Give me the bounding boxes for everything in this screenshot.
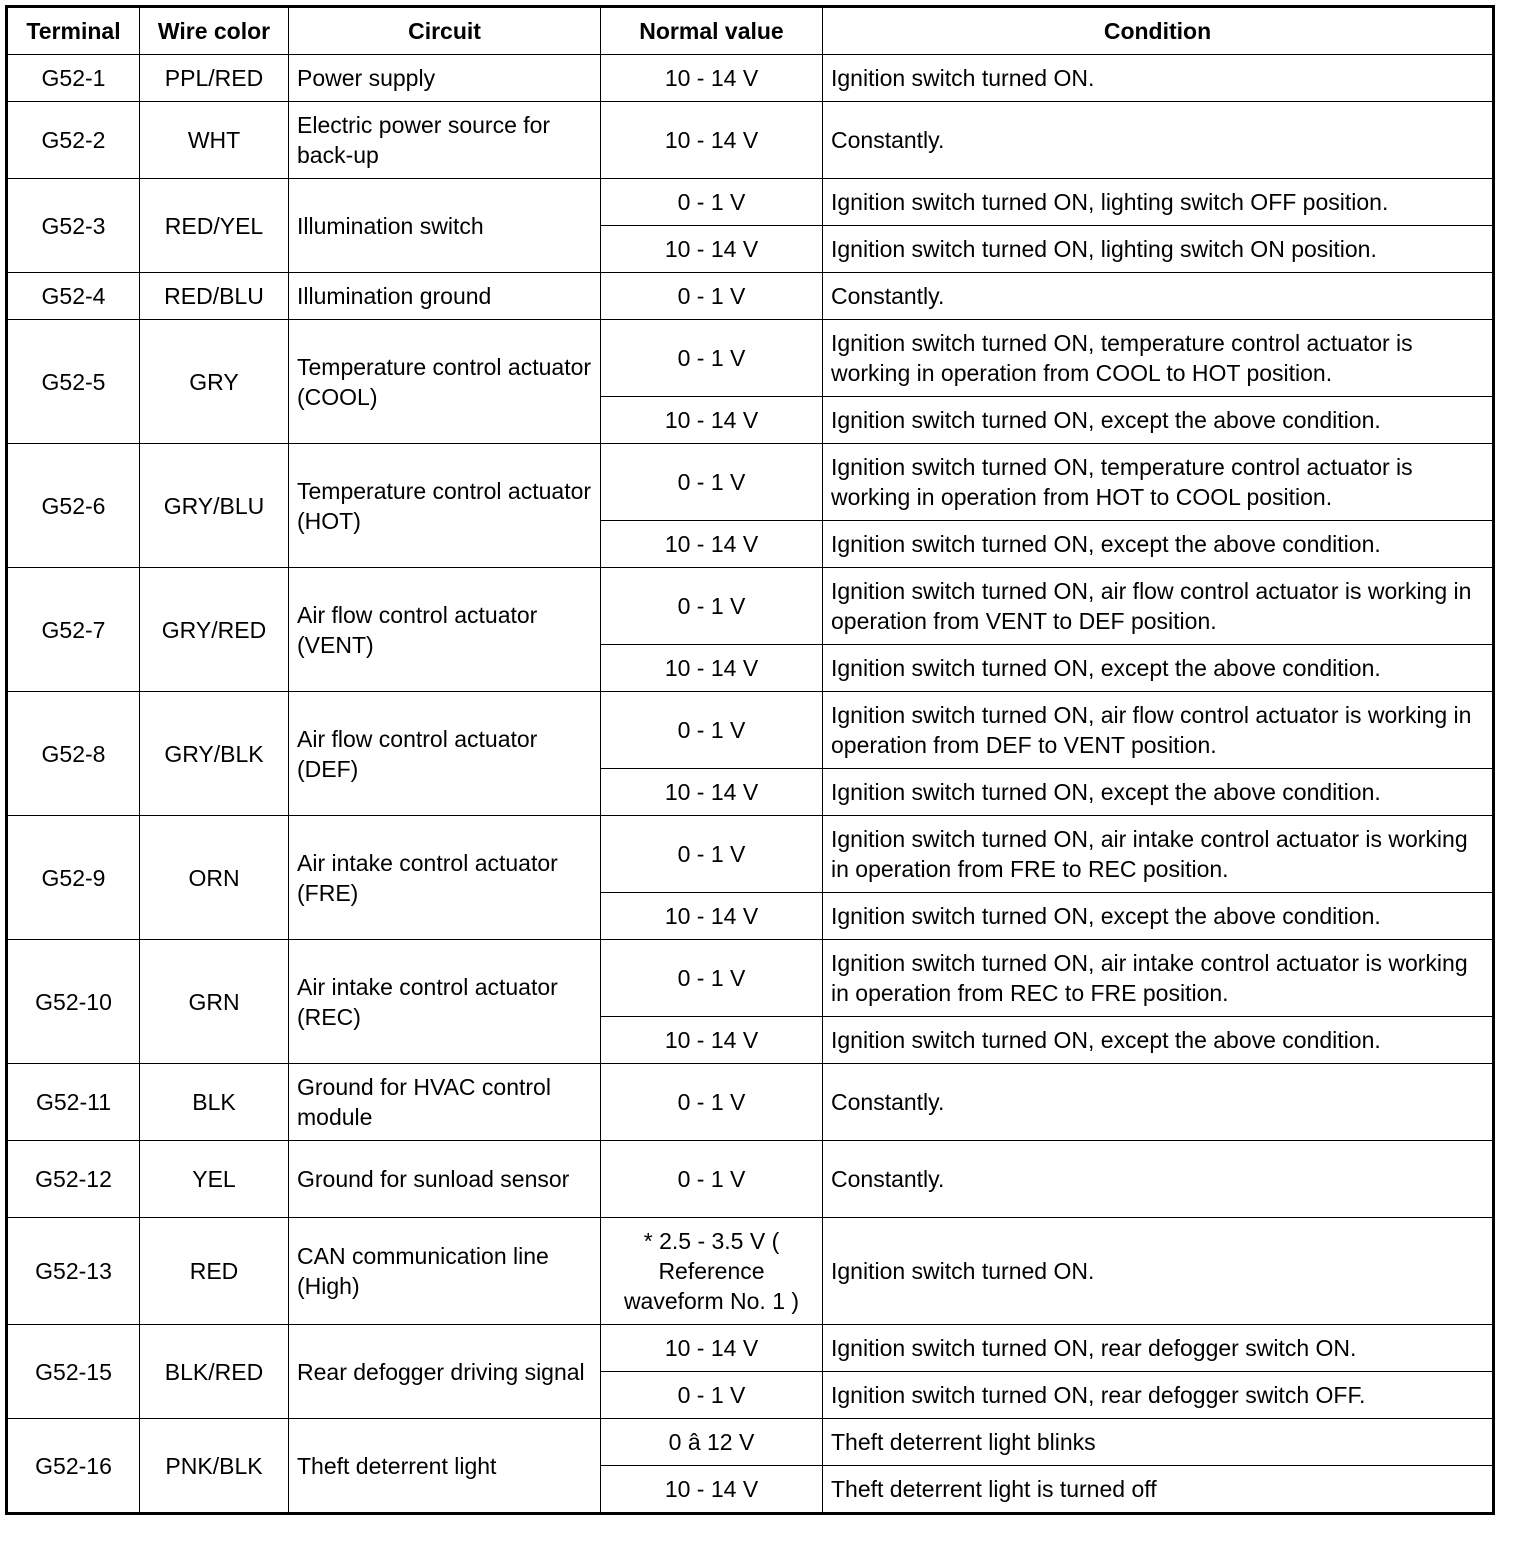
- normal-value-cell: 0 - 1 V: [601, 444, 823, 521]
- normal-value-cell: 0 - 1 V: [601, 692, 823, 769]
- normal-value-cell: 10 - 14 V: [601, 55, 823, 102]
- normal-value-cell: 0 - 1 V: [601, 1372, 823, 1419]
- terminal-table: [5, 5, 1495, 1515]
- normal-value-cell: 0 - 1 V: [601, 320, 823, 397]
- normal-value-cell: 10 - 14 V: [601, 645, 823, 692]
- terminal-cell: G52-13: [7, 1218, 140, 1325]
- condition-cell: Ignition switch turned ON, lighting switch ON position.: [823, 226, 1494, 273]
- circuit-cell: Temperature control actuator (COOL): [289, 320, 601, 444]
- circuit-cell: Theft deterrent light: [289, 1419, 601, 1514]
- condition-cell: Constantly.: [823, 1064, 1494, 1141]
- header-normal-value: Normal value: [601, 7, 823, 55]
- normal-value-cell: 0 - 1 V: [601, 1064, 823, 1141]
- table-row: [7, 179, 1494, 226]
- condition-cell: Ignition switch turned ON, except the above condition.: [823, 645, 1494, 692]
- circuit-cell: Ground for sunload sensor: [289, 1141, 601, 1218]
- circuit-cell: Rear defogger driving signal: [289, 1325, 601, 1419]
- terminal-cell: G52-9: [7, 816, 140, 940]
- table-row: [7, 320, 1494, 397]
- normal-value-cell: 0 - 1 V: [601, 816, 823, 893]
- condition-cell: Ignition switch turned ON, except the above condition.: [823, 397, 1494, 444]
- header-terminal: Terminal: [7, 7, 140, 55]
- terminal-cell: G52-8: [7, 692, 140, 816]
- normal-value-cell: 0 â 12 V: [601, 1419, 823, 1466]
- normal-value-cell: 10 - 14 V: [601, 226, 823, 273]
- wire-color-cell: ORN: [140, 816, 289, 940]
- circuit-cell: Air flow control actuator (VENT): [289, 568, 601, 692]
- wire-color-cell: RED: [140, 1218, 289, 1325]
- condition-cell: Ignition switch turned ON, air flow control actuator is working in operation from VENT to DEF position.: [823, 568, 1494, 645]
- condition-cell: Ignition switch turned ON, rear defogger switch OFF.: [823, 1372, 1494, 1419]
- table-row: [7, 1419, 1494, 1466]
- table-row: [7, 55, 1494, 102]
- condition-cell: Ignition switch turned ON, except the above condition.: [823, 893, 1494, 940]
- condition-cell: Ignition switch turned ON, lighting switch OFF position.: [823, 179, 1494, 226]
- condition-cell: Constantly.: [823, 273, 1494, 320]
- normal-value-cell: 10 - 14 V: [601, 521, 823, 568]
- wire-color-cell: BLK/RED: [140, 1325, 289, 1419]
- condition-cell: Ignition switch turned ON, except the above condition.: [823, 769, 1494, 816]
- table-row: [7, 1218, 1494, 1325]
- terminal-cell: G52-6: [7, 444, 140, 568]
- table-row: [7, 1141, 1494, 1218]
- terminal-cell: G52-15: [7, 1325, 140, 1419]
- circuit-cell: Air intake control actuator (FRE): [289, 816, 601, 940]
- table-row: [7, 1064, 1494, 1141]
- terminal-cell: G52-11: [7, 1064, 140, 1141]
- condition-cell: Ignition switch turned ON, rear defogger switch ON.: [823, 1325, 1494, 1372]
- condition-cell: Ignition switch turned ON, air flow control actuator is working in operation from DEF to VENT position.: [823, 692, 1494, 769]
- header-wire-color: Wire color: [140, 7, 289, 55]
- circuit-cell: CAN communication line (High): [289, 1218, 601, 1325]
- terminal-cell: G52-5: [7, 320, 140, 444]
- wire-color-cell: WHT: [140, 102, 289, 179]
- condition-cell: Constantly.: [823, 102, 1494, 179]
- normal-value-cell: 10 - 14 V: [601, 893, 823, 940]
- table-body: [7, 55, 1494, 1514]
- normal-value-cell: 10 - 14 V: [601, 102, 823, 179]
- normal-value-cell: 10 - 14 V: [601, 1325, 823, 1372]
- normal-value-cell: 0 - 1 V: [601, 940, 823, 1017]
- normal-value-cell: 0 - 1 V: [601, 1141, 823, 1218]
- circuit-cell: Electric power source for back-up: [289, 102, 601, 179]
- condition-cell: Theft deterrent light blinks: [823, 1419, 1494, 1466]
- wire-color-cell: GRY/RED: [140, 568, 289, 692]
- circuit-cell: Ground for HVAC control module: [289, 1064, 601, 1141]
- normal-value-cell: * 2.5 - 3.5 V ( Reference waveform No. 1 ): [601, 1218, 823, 1325]
- condition-cell: Ignition switch turned ON.: [823, 1218, 1494, 1325]
- normal-value-cell: 0 - 1 V: [601, 273, 823, 320]
- header-condition: Condition: [823, 7, 1494, 55]
- table-row: [7, 692, 1494, 769]
- table-row: [7, 444, 1494, 521]
- condition-cell: Ignition switch turned ON.: [823, 55, 1494, 102]
- header-row: [7, 7, 1494, 55]
- table-row: [7, 816, 1494, 893]
- normal-value-cell: 0 - 1 V: [601, 568, 823, 645]
- terminal-cell: G52-1: [7, 55, 140, 102]
- circuit-cell: Illumination switch: [289, 179, 601, 273]
- wire-color-cell: GRY/BLU: [140, 444, 289, 568]
- normal-value-cell: 10 - 14 V: [601, 397, 823, 444]
- table-row: [7, 102, 1494, 179]
- circuit-cell: Temperature control actuator (HOT): [289, 444, 601, 568]
- table-row: [7, 273, 1494, 320]
- terminal-cell: G52-3: [7, 179, 140, 273]
- condition-cell: Ignition switch turned ON, air intake control actuator is working in operation from FRE to REC position.: [823, 816, 1494, 893]
- condition-cell: Ignition switch turned ON, except the above condition.: [823, 1017, 1494, 1064]
- wire-color-cell: RED/BLU: [140, 273, 289, 320]
- condition-cell: Constantly.: [823, 1141, 1494, 1218]
- condition-cell: Theft deterrent light is turned off: [823, 1466, 1494, 1514]
- wire-color-cell: GRY: [140, 320, 289, 444]
- wire-color-cell: GRY/BLK: [140, 692, 289, 816]
- circuit-cell: Air intake control actuator (REC): [289, 940, 601, 1064]
- condition-cell: Ignition switch turned ON, temperature control actuator is working in operation from HOT to COOL position.: [823, 444, 1494, 521]
- terminal-table-container: [5, 5, 1495, 1515]
- terminal-cell: G52-10: [7, 940, 140, 1064]
- wire-color-cell: YEL: [140, 1141, 289, 1218]
- normal-value-cell: 10 - 14 V: [601, 769, 823, 816]
- terminal-cell: G52-12: [7, 1141, 140, 1218]
- condition-cell: Ignition switch turned ON, except the above condition.: [823, 521, 1494, 568]
- wire-color-cell: BLK: [140, 1064, 289, 1141]
- normal-value-cell: 10 - 14 V: [601, 1466, 823, 1514]
- normal-value-cell: 0 - 1 V: [601, 179, 823, 226]
- terminal-cell: G52-16: [7, 1419, 140, 1514]
- table-row: [7, 568, 1494, 645]
- wire-color-cell: PPL/RED: [140, 55, 289, 102]
- condition-cell: Ignition switch turned ON, air intake control actuator is working in operation from REC to FRE position.: [823, 940, 1494, 1017]
- wire-color-cell: RED/YEL: [140, 179, 289, 273]
- header-circuit: Circuit: [289, 7, 601, 55]
- normal-value-cell: 10 - 14 V: [601, 1017, 823, 1064]
- terminal-cell: G52-7: [7, 568, 140, 692]
- condition-cell: Ignition switch turned ON, temperature control actuator is working in operation from COOL to HOT position.: [823, 320, 1494, 397]
- terminal-cell: G52-4: [7, 273, 140, 320]
- circuit-cell: Illumination ground: [289, 273, 601, 320]
- circuit-cell: Power supply: [289, 55, 601, 102]
- circuit-cell: Air flow control actuator (DEF): [289, 692, 601, 816]
- table-row: [7, 1325, 1494, 1372]
- wire-color-cell: PNK/BLK: [140, 1419, 289, 1514]
- wire-color-cell: GRN: [140, 940, 289, 1064]
- terminal-cell: G52-2: [7, 102, 140, 179]
- table-row: [7, 940, 1494, 1017]
